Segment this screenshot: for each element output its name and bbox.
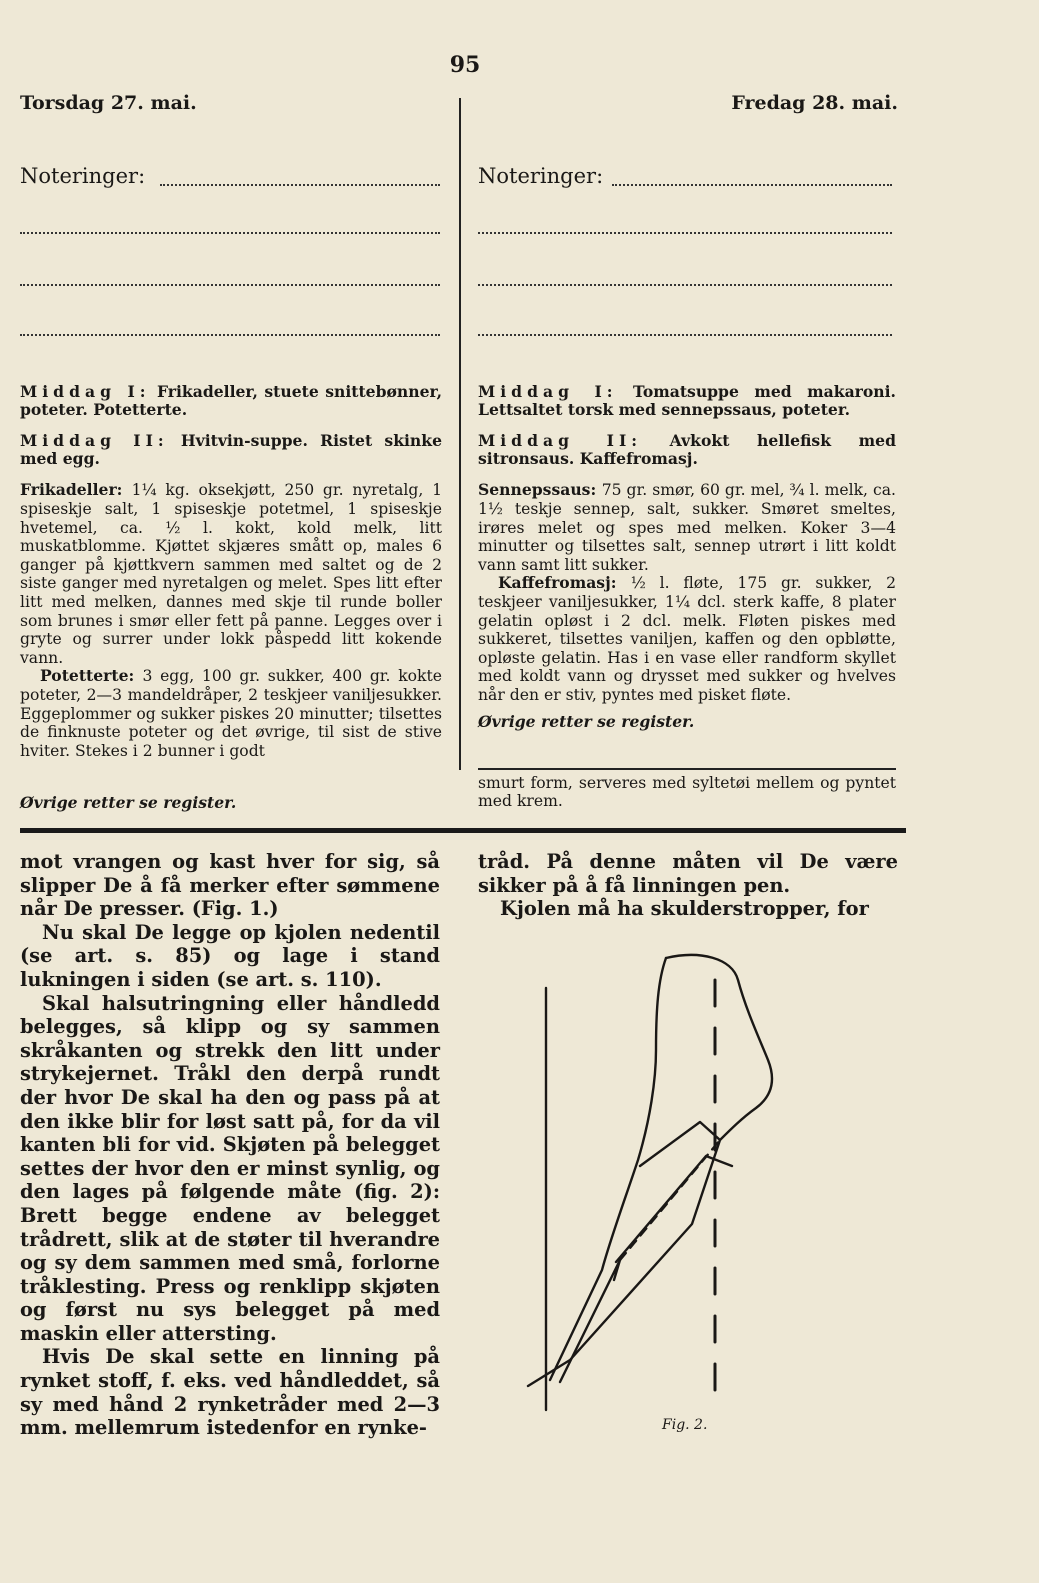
right-menu-2-label: Middag II:	[478, 431, 642, 451]
article-left-column	[20, 850, 440, 1440]
section-divider	[20, 828, 906, 833]
right-day-header: Fredag 28. mai.	[731, 92, 898, 114]
left-menu-2	[20, 432, 442, 467]
article-paragraph: tråd. På denne måten vil De være sikker på å få linningen pen.	[478, 850, 898, 897]
left-recipe-2-label: Potetterte:	[40, 666, 135, 686]
right-menu-2	[478, 432, 896, 467]
right-menu-1	[478, 383, 896, 418]
left-menu-2-text: Hvitvin-suppe. Ristet skinke med egg.	[20, 431, 442, 468]
right-recipe-2-text: ½ l. fløte, 175 gr. sukker, 2 teskjeer vaniljesukker, 1¼ dcl. sterk kaffe, 8 plater gelatin opløst i 2 dcl. melk. Fløten piskes med sukkeret, tilsettes vaniljen, kaffen og den opbløtte, opløste gelatin. Has i en vase eller randform skyllet med koldt vann og drysset med sukker og hvelves når den er stiv, pyntes med pisket fløte.	[478, 574, 896, 704]
left-notes-label: Noteringer:	[20, 164, 146, 188]
right-recipe-1	[478, 481, 896, 574]
article-paragraph: Hvis De skal sette en linning på rynket stoff, f. eks. ved håndleddet, så sy med hånd 2 rynketråder med 2—3 mm. mellemrum istedenfor en rynke-	[20, 1345, 440, 1440]
left-other-dishes: Øvrige retter se register.	[20, 793, 237, 812]
left-notes-line-4	[20, 334, 440, 336]
article-paragraph: Kjolen må ha skulderstropper, for	[500, 897, 869, 921]
left-day-header: Torsdag 27. mai.	[20, 92, 197, 114]
left-menu-block	[20, 383, 442, 760]
left-notes-line-3	[20, 284, 440, 286]
right-menu-1-text: Tomatsuppe med makaroni. Lettsaltet torsk med sennepssaus, poteter.	[478, 382, 896, 419]
column-divider	[459, 98, 461, 770]
binding-end	[560, 1260, 620, 1382]
left-menu-1-text: Frikadeller, stuete snittebønner, poteter. Potetterte.	[20, 382, 442, 419]
right-menu-2-text: Avkokt hellefisk med sitronsaus. Kaffefromasj.	[478, 431, 896, 468]
article-paragraph: Nu skal De legge op kjolen nedentil (se art. s. 85) og lage i stand lukningen i siden (se art. s. 110).	[20, 920, 440, 991]
right-recipe-1-label: Sennepssaus:	[478, 480, 597, 500]
right-recipe-2	[478, 574, 896, 704]
page-number: 95	[449, 52, 481, 78]
right-other-dishes: Øvrige retter se register.	[478, 711, 695, 731]
right-continuation-text: smurt form, serveres med syltetøi mellem og pyntet med krem.	[478, 774, 896, 810]
left-notes-line-1	[160, 184, 440, 186]
binding-fold	[640, 1122, 720, 1166]
right-notes-line-4	[478, 334, 892, 336]
left-recipe-1-text: 1¼ kg. oksekjøtt, 250 gr. nyretalg, 1 spiseskje salt, 1 spiseskje potetmel, 1 spiseskje hvetemel, ca. ½ l. kokt, kold melk, litt muskatblomme. Kjøttet skjæres smått op, males 6 ganger på kjøttkvern sammen med saltet og de 2 siste ganger med nyretalgen og melet. Spes litt efter litt med melken, dannes med skje til runde boller som brunes i smør eller fett på panne. Legges over i gryte og surrer under lokk påspedd litt kokende vann.	[20, 481, 442, 667]
right-notes-label: Noteringer:	[478, 164, 604, 188]
left-menu-2-label: Middag II:	[20, 431, 169, 451]
left-recipe-1-label: Frikadeller:	[20, 480, 123, 500]
right-menu-block	[478, 383, 896, 730]
left-recipe-1	[20, 481, 442, 667]
right-recipe-2-label: Kaffefromasj:	[498, 573, 617, 593]
right-notes-line-3	[478, 284, 892, 286]
right-notes-line-2	[478, 232, 892, 234]
article-paragraph: Skal halsutringning eller håndledd belegges, så klipp og sy sammen skråkanten og strekk den litt under strykejernet. Tråkl den derpå rundt der hvor De skal ha den og pass på at den ikke blir for løst satt på, for da vil kanten bli for vid. Skjøten på belegget settes der hvor den er minst synlig, og den lages på følgende måte (fig. 2): Brett begge endene av belegget trådrett, slik at de støter til hverandre og sy dem sammen med små, forlorne tråklesting. Press og renklipp skjøten og først nu sys belegget på med maskin eller attersting.	[20, 991, 440, 1345]
left-notes-line-2	[20, 232, 440, 234]
left-menu-1-label: Middag I:	[20, 382, 151, 401]
right-menu-1-label: Middag I:	[478, 382, 618, 401]
figure-caption: Fig. 2.	[662, 1417, 708, 1433]
figure-2-sketch	[470, 940, 790, 1420]
right-recipe-1-text: 75 gr. smør, 60 gr. mel, ¾ l. melk, ca. 1½ teskje sennep, salt, sukker. Smøret smeltes, irøres melet og spes med melken. Koker 3—4 minutter og tilsettes salt, sennep utrørt i litt koldt vann samt litt sukker.	[478, 481, 896, 574]
left-recipe-2	[20, 667, 442, 760]
right-continuation-rule	[478, 768, 896, 770]
article-right-column	[478, 850, 898, 921]
binding-outline-right	[528, 955, 772, 1386]
left-recipe-2-text: 3 egg, 100 gr. sukker, 400 gr. kokte poteter, 2—3 mandeldråper, 2 teskjeer vaniljesukker. Eggeplommer og sukker piskes 20 minutter; tilsettes de finknuste poteter og det øvrige, til sist de stive hviter. Stekes i 2 bunner i godt	[20, 667, 442, 760]
left-menu-1	[20, 383, 442, 418]
article-paragraph: mot vrangen og kast hver for sig, så slipper De å få merker efter sømmene når De presser. (Fig. 1.)	[20, 850, 440, 921]
right-notes-line-1	[612, 184, 892, 186]
